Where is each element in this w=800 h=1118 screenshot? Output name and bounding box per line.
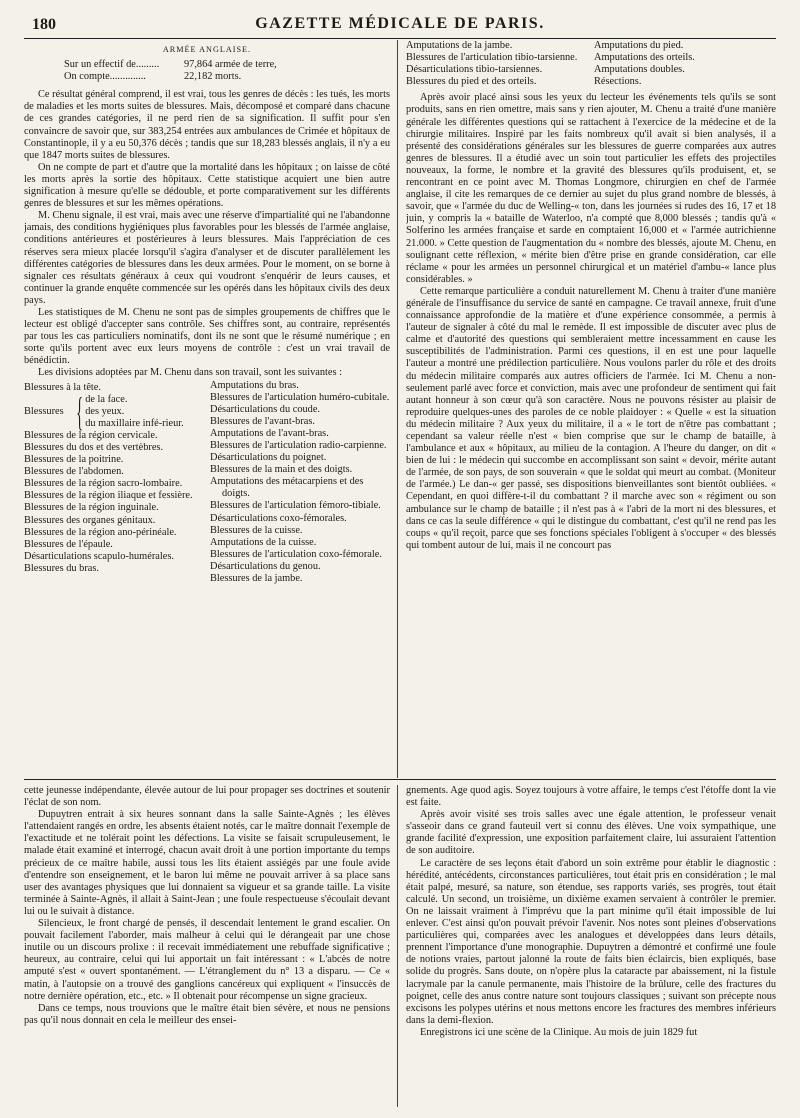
- list-item: Blessures à la tête.: [24, 381, 101, 393]
- list-item: Amputations du bras.: [210, 379, 299, 391]
- list-item: des yeux.: [85, 405, 125, 417]
- divisions-list-continued: [406, 40, 776, 88]
- list-item: Désarticulations coxo-fémorales.: [210, 512, 347, 524]
- page-header: [24, 12, 776, 39]
- paragraph: Cette remarque particulière a conduit naturellement M. Chenu à traiter d'une manière générale de l'insuffisance du service de santé en campagne. Ce travail annexe, fruit d'une connaissance approfondie de la matière et d'une expérience consommée, a permis à l'auteur de signaler à côté du mal le remède. Il est impossible de discuter avec plus de calme et d'autorité des questions qui sembleraient mettre incessamment en cause les susceptibilités de l'administration. Parmi ces questions, il en est une pour laquelle l'auteur a montré une prédilection particulière. Nous voulons parler du rôle et des droits du médecin militaire comparés aux autres officiers de l'armée. Ici M. Chenu a non-seulement parlé avec force et conviction, mais avec une profondeur de sentiment qui fait autant honneur à son cœur qu'à son caractère. Nous ne pouvons résister au plaisir de reproduire quelques-unes des paroles de ce noble plaidoyer : « Quelle « est la situation du médecin militaire ? Aux yeux du militaire, il a « le tort de n'être pas combattant ; cependant sa valeur réelle n'est « bien comprise que sur le champ de bataille, à l'ambulance et aux « hôpitaux, au milieu de la contagion. A l'heure du danger, on dit « bien de lui : le médecin qui succombe en accomplissant son saint « devoir, mérite autant de l'armée, de son pays, de son souverain « que le soldat qui meurt au combat. (Moniteur de l'armée.) Le dan-« ger passé, ses dispositions bienveillantes sont bientôt oubliées. « Cependant, en quoi diffère-t-il du combattant ? il marche avec son « régiment ou son ambulance sur le champ de bataille ; il n'est pas à « l'abri de la mort ni des blessures, et dans ce cas la seule différence « qui le distingue du combattant, c'est qu'il ne rend pas les coups « qu'il reçoit, parce que ses fonctions spéciales l'obligent à s'occuper « des blessés qui tombent autour de lui, mais il ne concourt pas: [406, 285, 776, 551]
- list-item: Blessures de la jambe.: [210, 573, 303, 585]
- paragraph: gnements. Age quod agis. Soyez toujours à votre affaire, le temps c'est l'étoffe dont la vie est faite.: [406, 785, 776, 809]
- list-item: Amputations doubles.: [594, 64, 685, 76]
- bracket-group: [24, 388, 204, 434]
- paragraph: Après avoir placé ainsi sous les yeux du lecteur les événements tels qu'ils se sont produits, sans en rien omettre, mais sans y rien ajouter, M. Chenu a traité d'une manière générale les différentes questions qui se rattachent à l'exercice de la médecine et de la chirurgie militaires. Inspiré par les faits nombreux qu'il avait si bien analysés, il a présenté des considérations générales sur les blessures de guerre comparées aux autres genres de blessures. Il a étudié avec un soin tout particulier les effets des projectiles nouveaux, la forme, le nombre et la gravité des blessures qu'ils produisent, et, se rencontrant en ce point avec M. Thomas Longmore, chirurgien en chef de l'armée anglaise, il cite les remarques de ce dernier au sujet du plus grand nombre de blessés, à savoir, que « l'armée du duc de Welling-« ton, dans les journées si rudes des 16, 17 et 18 juin, y compris la « bataille de Waterloo, n'a compté que 8,000 blessés ; tandis qu'à « Solferino les armées française et sarde en comptaient 16,000 et « l'armée autrichienne 21.000. » Cette question de l'augmentation du « nombre des blessés, ajoute M. Chenu, en soulignant cette réflexion, « mérite bien d'être prise en grande considération, car elle réclame « pour les armées un personnel chirurgical et un matériel d'ambu-« lance plus considérables. »: [406, 92, 776, 285]
- list-item: Blessures de la région sacro-lombaire.: [24, 478, 183, 490]
- section-divider: [24, 779, 776, 780]
- top-left-column: [24, 40, 390, 778]
- list-item: Amputations des orteils.: [594, 52, 695, 64]
- column-divider: [397, 40, 398, 778]
- paragraph: Après avoir visité ses trois salles avec une égale attention, le professeur venait s'asseoir dans ce grand fauteuil vert si connu des élèves. Une voix sympathique, une grande facilité d'expression, une exposition parfaitement claire, lui assuraient l'attention de son auditoire.: [406, 809, 776, 857]
- stat-row: [24, 71, 390, 83]
- stat-value: 97,864 armée de terre,: [184, 59, 277, 71]
- list-item: Désarticulations du genou.: [210, 560, 321, 572]
- running-title: GAZETTE MÉDICALE DE PARIS.: [255, 15, 545, 32]
- paragraph: Les statistiques de M. Chenu ne sont pas de simples groupements de chiffres que le lecteur est obligé d'accepter sans contrôle. Ses chiffres sont, au contraire, représentés par tous les cas particuliers nominatifs, dont ils ne sont que le résumé numérique ; en sorte qu'ils portent avec eux leurs moyens de contrôle : c'est un vrai travail de bénédictin.: [24, 306, 390, 367]
- list-item: Désarticulations tibio-tarsiennes.: [406, 64, 543, 76]
- divisions-list-col2: [594, 40, 776, 88]
- list-item: Blessures de l'articulation coxo-fémorale.: [210, 548, 382, 560]
- section-heading: ARMÉE ANGLAISE.: [162, 45, 252, 54]
- paragraph: Le caractère de ses leçons était d'abord un soin extrême pour établir le diagnostic : hérédité, antécédents, circonstances particulières, tout était pris en considération ; le mal était palpé, mesuré, sa nature, son étendue, ses rapports variés, ses progrès, tout était calculé. Un second, un troisième, un dixième examen servaient à contrôler le premier. On ne laissait vraiment à l'imprévu que la part minime qu'il était impossible de lui enlever. C'est ainsi qu'on pouvait prévoir l'avenir. Nos notes sont pleines d'observations particulières qui, comparées avec les analogues et développées dans leurs détails, prennent l'importance d'une monographie. Dupuytren a démontré et confirmé une foule de notions vraies, partout jalonné la route de faits bien éclaircis, bien expliqués, base solide du progrès. Sans doute, on n'opère plus la cataracte par abaissement, ni la fistule lacrymale par la canule permanente, mais l'histoire de la brûlure, celle des fractures du poignet, celle des anus contre nature sont toujours classiques ; suivant son précepte nous excisons les polypes utérins et nous mettons encore les fractures des membres inférieurs dans la demi-flexion.: [406, 857, 776, 1026]
- list-item: Blessures de la poitrine.: [24, 454, 124, 466]
- top-right-column: [406, 40, 776, 778]
- list-item: Amputations de la cuisse.: [210, 536, 317, 548]
- list-item: Blessures de l'épaule.: [24, 538, 113, 550]
- stat-label: On compte..............: [64, 71, 146, 83]
- divisions-list-col1: [406, 40, 588, 88]
- list-item: Blessures de la cuisse.: [210, 524, 303, 536]
- list-item: Blessures de l'articulation radio-carpienne.: [210, 440, 387, 451]
- paragraph: Enregistrons ici une scène de la Clinique. Au mois de juin 1829 fut: [420, 1026, 698, 1038]
- divisions-list: [24, 380, 390, 586]
- paragraph: cette jeunesse indépendante, élevée autour de lui pour propager ses doctrines et soutenir l'éclat de son nom.: [24, 785, 390, 809]
- brace-symbol: {: [76, 388, 83, 434]
- list-item: Blessures de l'articulation tibio-tarsienne.: [406, 52, 578, 64]
- divisions-list-left: [24, 382, 204, 586]
- column-divider: [397, 785, 398, 1107]
- bracket-label: Blessures: [24, 405, 64, 417]
- list-item: Blessures de la région cervicale.: [24, 429, 158, 441]
- list-item: du maxillaire infé-rieur.: [85, 417, 184, 429]
- list-item: Amputations de l'avant-bras.: [210, 427, 329, 439]
- paragraph: Silencieux, le front chargé de pensés, il descendait lentement le grand escalier. On pouvait facilement l'aborder, mais malheur à celui qui le dérangeait par une chose inutile ou un discours prolixe : il recevait immédiatement une rebuffade significative ; heureux, au contraire, celui qui lui apportait un fait intéressant : « L'abcès de notre amputé s'est « ouvert spontanément. — L'étranglement du n° 13 a disparu. — Ce « matin, à l'autopsie on a trouvé des ganglions cancéreux qui expliquent « l'insuccès de notre dernière opération, etc., etc. » Il obtenait pour récompense un signe gracieux.: [24, 918, 390, 1002]
- list-item: Amputations des métacarpiens et des doigts.: [210, 476, 364, 500]
- list-item: Amputations du pied.: [594, 40, 684, 51]
- list-item: Désarticulations scapulo-humérales.: [24, 550, 174, 562]
- list-item: Blessures de la main et des doigts.: [210, 464, 353, 476]
- list-item: de la face.: [85, 393, 128, 405]
- stat-row: [24, 59, 390, 71]
- list-item: Désarticulations du poignet.: [210, 452, 327, 464]
- list-item: Blessures de l'articulation fémoro-tibiale.: [210, 500, 381, 512]
- list-item: Blessures des organes génitaux.: [24, 514, 156, 526]
- paragraph: On ne compte de part et d'autre que la mortalité dans les hôpitaux ; on laisse de côté les morts après la sortie des hôpitaux. Cette statistique acquiert une bien autre signification à mesure qu'elle se dédouble, et porte comparativement sur les différents genres de blessures et sur les mêmes opérations.: [24, 161, 390, 210]
- paragraph: Dans ce temps, nous trouvions que le maître était bien sévère, et nous ne pensions pas qu'il nous donnait en cela le meilleur des ensei-: [24, 1002, 390, 1026]
- list-item: Blessures de la région ano-périnéale.: [24, 526, 177, 538]
- divisions-list-right: [210, 380, 390, 586]
- list-item: Blessures de la région inguinale.: [24, 502, 159, 514]
- list-item: Résections.: [594, 76, 642, 88]
- stat-value: 22,182 morts.: [184, 71, 242, 83]
- page-number: 180: [32, 16, 56, 33]
- list-item: Blessures du bras.: [24, 562, 99, 574]
- paragraph: Les divisions adoptées par M. Chenu dans son travail, sont les suivantes :: [38, 367, 342, 379]
- paragraph: M. Chenu signale, il est vrai, mais avec une réserve d'impartialité qui ne l'abandonne jamais, des conditions hygiéniques plus favorables pour les blessés de l'armée anglaise, conditions antérieures et postérieures à leurs blessures. Mais l'appréciation de ces réserves sera mieux placée lorsqu'il s'agira d'analyser et de discuter parallèlement les différentes catégories de blessures dans les deux armées. Pour le moment, on se borne à signaler ces résultats généraux à ceux qui voudront s'enquérir de leurs causes, et continuer la grande enquête commencée sur les opérés dans les hôpitaux civils des deux pays.: [24, 210, 390, 306]
- paragraph: Dupuytren entrait à six heures sonnant dans la salle Sainte-Agnès ; les élèves l'attendaient rangés en ordre, les absents étaient notés, car le maître donnait l'exemple de l'exactitude et ne tolérait point les défections. La visite se faisait scrupuleusement, le malade était examiné et interrogé, chacun avait droit à une portion importante du temps précieux de ce maître habile, aussi tous les lits étaient assiégés par une foule avide d'entendre son enseignement, et le baron lui même ne pouvait arriver à sa place sans user des avantages physiques que lui donnaient sa vigueur et sa grande taille. La visite terminée à Sainte-Agnès, il allait à Saint-Jean ; une foule respectueuse s'écoulait devant lui ou le suivait à distance.: [24, 809, 390, 917]
- paragraph: Ce résultat général comprend, il est vrai, tous les genres de décès : les tués, les morts de maladies et les morts suites de blessures. Mais, décomposé et comparé dans chacune de ces grandes catégories, il ne perd rien de sa signification. Il suffit pour s'en convaincre de savoir que, sur 383,254 entrées aux ambulances de Crimée et hôpitaux de Constantinople, il y a eu 50,376 décès ; tandis que sur 18,283 blessés anglais, il n'y a eu que 1847 morts suites de blessures.: [24, 89, 390, 161]
- list-item: Blessures de l'abdomen.: [24, 466, 124, 478]
- bracket-items: [85, 394, 184, 430]
- bottom-left-column: [24, 785, 390, 1107]
- list-item: Amputations de la jambe.: [406, 40, 513, 51]
- list-item: Blessures de l'articulation huméro-cubitale.: [210, 391, 390, 403]
- list-item: Désarticulations du coude.: [210, 403, 321, 415]
- list-item: Blessures du dos et des vertèbres.: [24, 442, 164, 453]
- stat-label: Sur un effectif de.........: [64, 59, 160, 71]
- list-item: Blessures du pied et des orteils.: [406, 76, 537, 88]
- list-item: Blessures de la région iliaque et fessière.: [24, 490, 193, 502]
- bottom-right-column: [406, 785, 776, 1107]
- list-item: Blessures de l'avant-bras.: [210, 415, 315, 427]
